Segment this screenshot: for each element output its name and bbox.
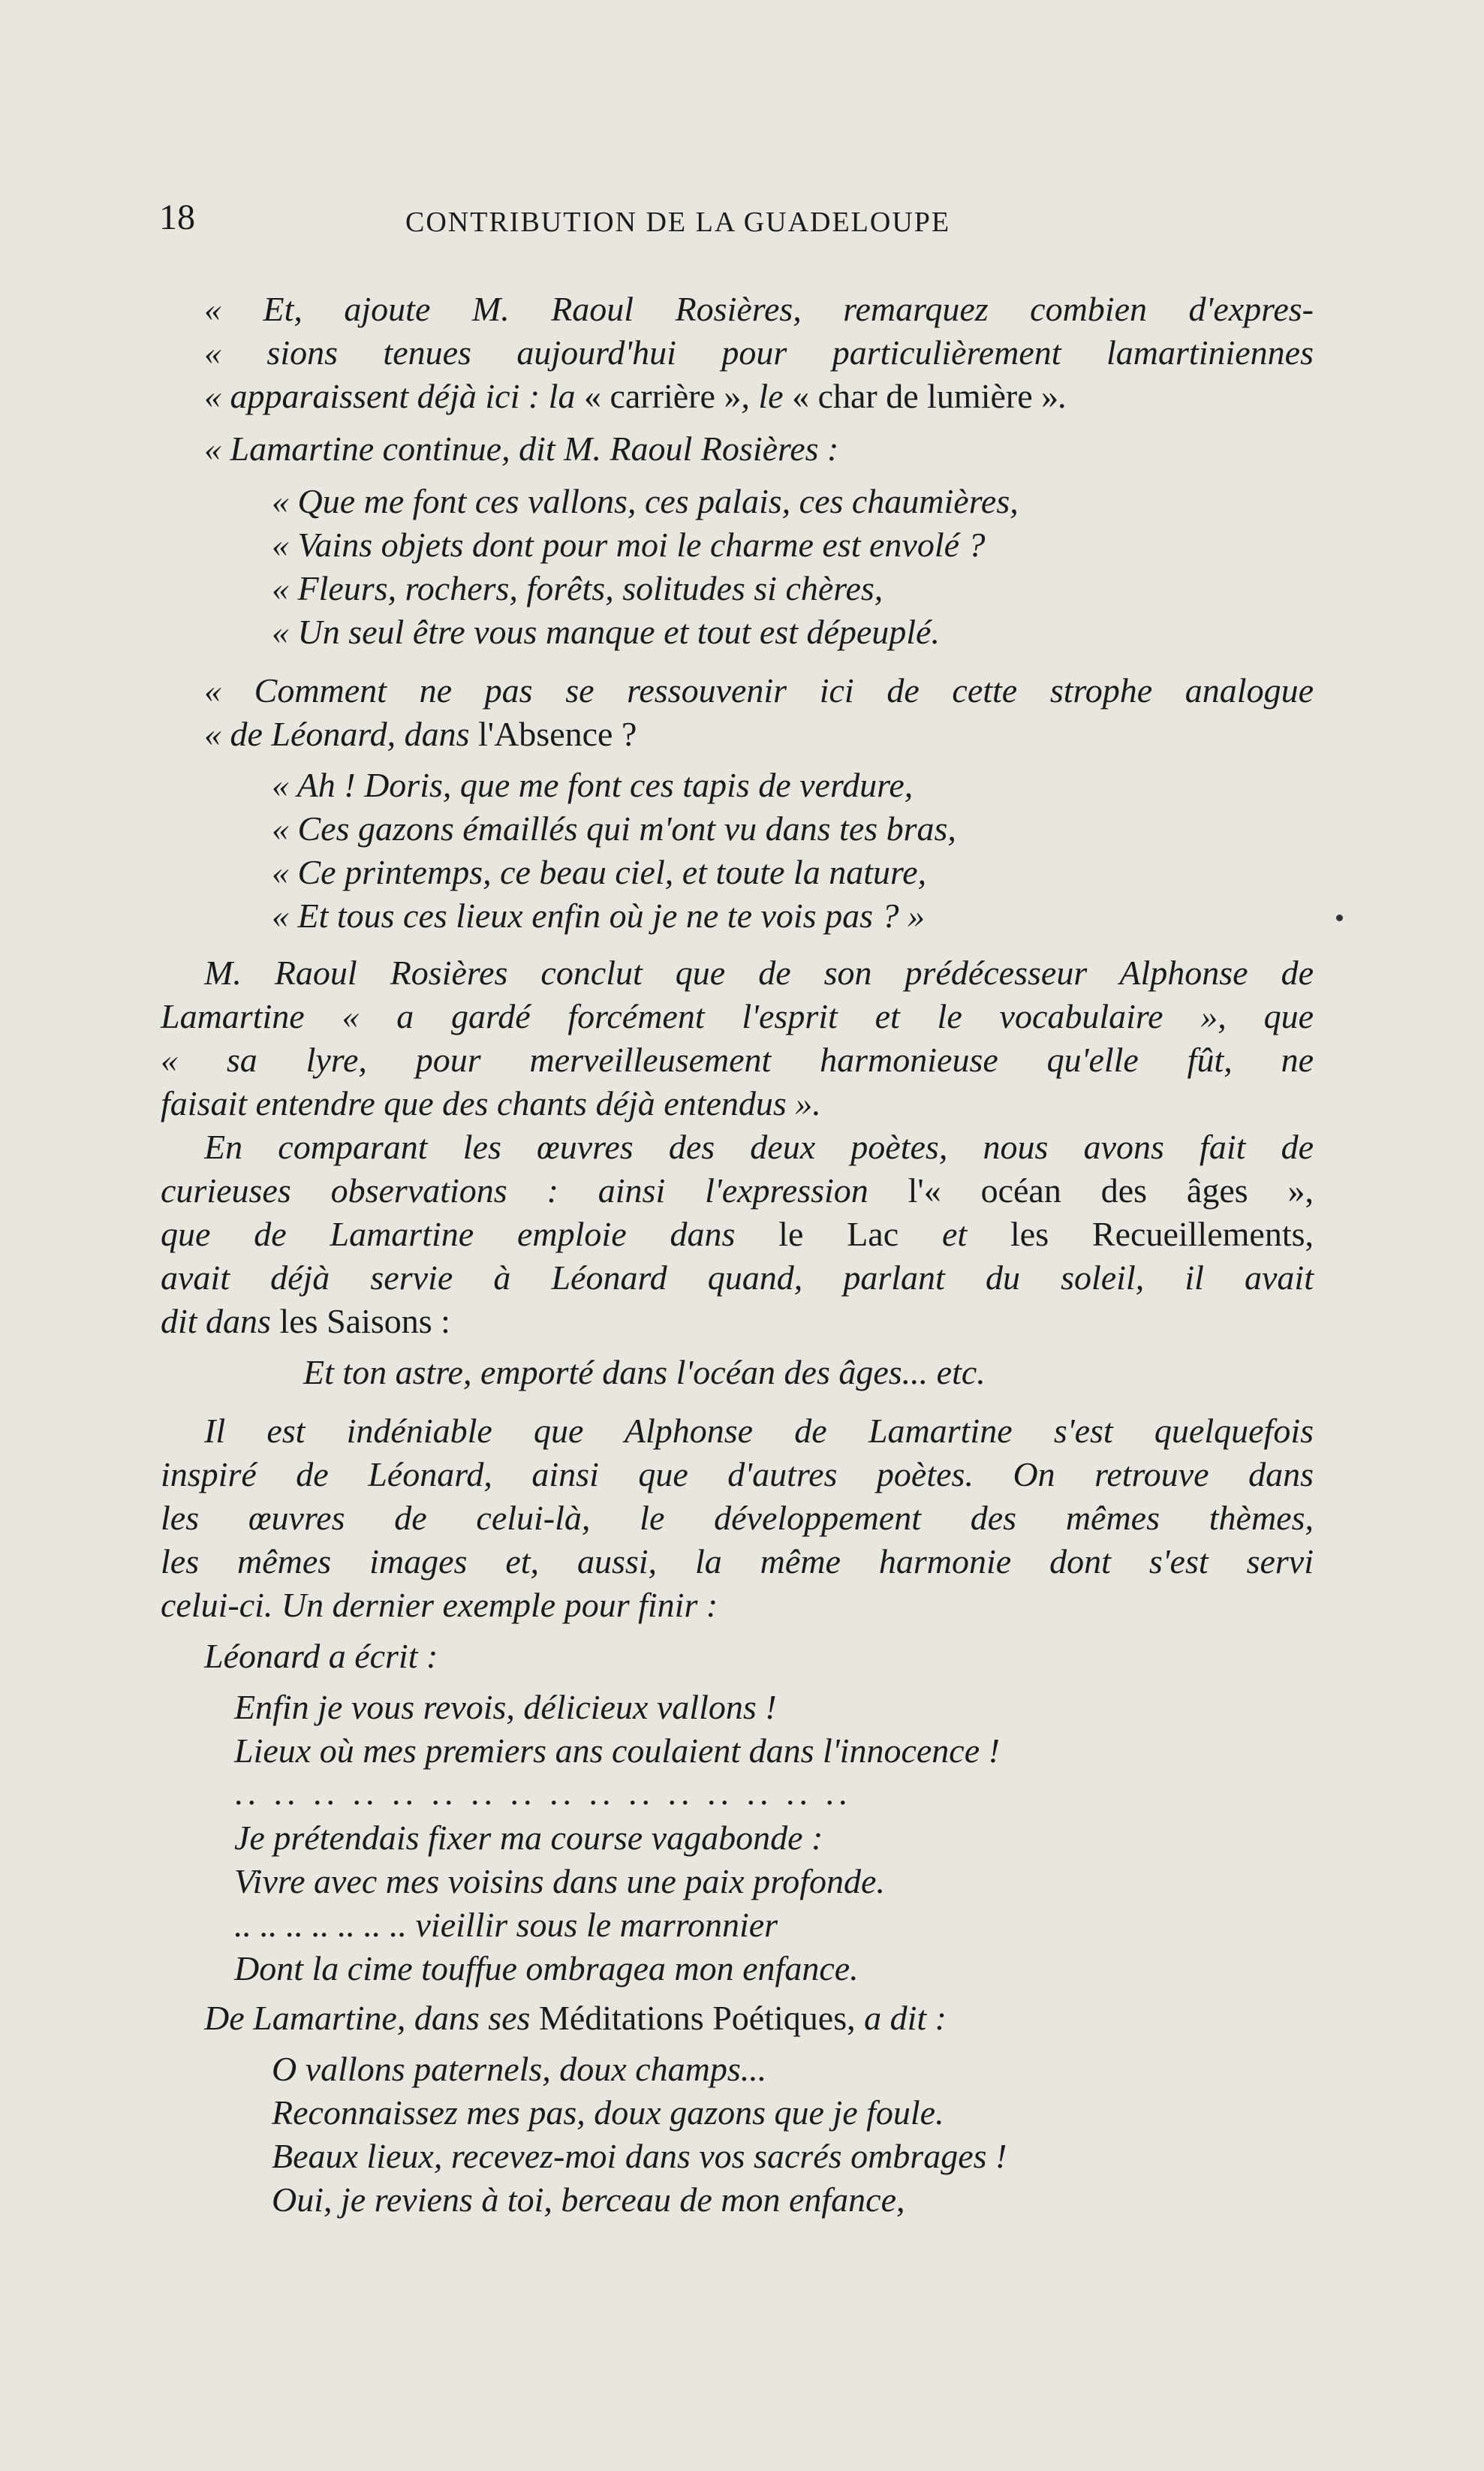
text-line: De Lamartine, dans ses Méditations Poétiques, a dit : — [204, 1999, 947, 2037]
text-line: que de Lamartine emploie dans le Lac et les Recueillements, — [161, 1215, 1314, 1253]
page-number: 18 — [159, 197, 195, 237]
text-line: « Et, ajoute M. Raoul Rosières, remarquez combien d'expres- — [204, 290, 1314, 328]
running-title: CONTRIBUTION DE LA GUADELOUPE — [405, 206, 951, 238]
verse-line: .. .. .. .. .. .. .. vieillir sous le marronnier — [234, 1906, 778, 1944]
text-line: Lamartine « a gardé forcément l'esprit et le vocabulaire », que — [161, 997, 1314, 1035]
text-line: les œuvres de celui-là, le développement des mêmes thèmes, — [161, 1499, 1314, 1537]
text-line: « de Léonard, dans l'Absence ? — [204, 715, 637, 753]
text-line: « Lamartine continue, dit M. Raoul Rosières : — [204, 429, 839, 468]
text-line: celui-ci. Un dernier exemple pour finir : — [161, 1586, 718, 1624]
text-line: « apparaissent déjà ici : la « carrière », le « char de lumière ». — [204, 377, 1067, 415]
text-line: Léonard a écrit : — [204, 1637, 438, 1675]
text-line: faisait entendre que des chants déjà entendus ». — [161, 1084, 821, 1122]
verse-line: « Ah ! Doris, que me font ces tapis de verdure, — [272, 766, 914, 804]
verse-line: Oui, je reviens à toi, berceau de mon enfance, — [272, 2180, 905, 2219]
text-line: M. Raoul Rosières conclut que de son prédécesseur Alphonse de — [204, 954, 1314, 992]
text-line: dit dans les Saisons : — [161, 1302, 450, 1340]
text-line: les mêmes images et, aussi, la même harmonie dont s'est servi — [161, 1542, 1314, 1581]
verse-line: Enfin je vous revois, délicieux vallons ! — [234, 1688, 777, 1726]
verse-line: « Fleurs, rochers, forêts, solitudes si chères, — [272, 569, 883, 607]
verse-line: O vallons paternels, doux champs... — [272, 2050, 767, 2088]
text-line: inspiré de Léonard, ainsi que d'autres poètes. On retrouve dans — [161, 1455, 1314, 1493]
verse-line: « Que me font ces vallons, ces palais, ces chaumières, — [272, 482, 1019, 520]
text-line: « sions tenues aujourd'hui pour particulièrement lamartiniennes — [204, 333, 1314, 372]
verse-line: Je prétendais fixer ma course vagabonde : — [234, 1819, 823, 1857]
text-line: « sa lyre, pour merveilleusement harmonieuse qu'elle fût, ne — [161, 1041, 1314, 1079]
text-line: « Comment ne pas se ressouvenir ici de cette strophe analogue — [204, 671, 1314, 710]
text-line: Il est indéniable que Alphonse de Lamartine s'est quelquefois — [204, 1412, 1314, 1450]
verse-line: Reconnaissez mes pas, doux gazons que je foule. — [272, 2093, 944, 2132]
verse-line: Vivre avec mes voisins dans une paix profonde. — [234, 1862, 885, 1900]
text-line: curieuses observations : ainsi l'expression l'« océan des âges », — [161, 1171, 1314, 1210]
verse-line: Dont la cime touffue ombragea mon enfance. — [234, 1949, 859, 1987]
text-line: En comparant les œuvres des deux poètes, nous avons fait de — [204, 1128, 1314, 1166]
verse-line: « Vains objets dont pour moi le charme est envolé ? — [272, 526, 986, 564]
verse-line: Et ton astre, emporté dans l'océan des âges... etc. — [303, 1353, 986, 1391]
verse-line: Beaux lieux, recevez-moi dans vos sacrés ombrages ! — [272, 2137, 1007, 2175]
ink-speck — [1336, 915, 1343, 921]
verse-line: « Un seul être vous manque et tout est dépeuplé. — [272, 613, 940, 651]
ellipsis-line: .. .. .. .. .. .. .. .. .. .. .. .. .. .. .. .. — [234, 1773, 852, 1812]
verse-line: « Ce printemps, ce beau ciel, et toute la nature, — [272, 853, 927, 891]
verse-line: « Ces gazons émaillés qui m'ont vu dans tes bras, — [272, 809, 956, 848]
text-line: avait déjà servie à Léonard quand, parlant du soleil, il avait — [161, 1258, 1314, 1297]
verse-line: Lieux où mes premiers ans coulaient dans l'innocence ! — [234, 1731, 1000, 1770]
verse-line: « Et tous ces lieux enfin où je ne te vois pas ? » — [272, 896, 925, 935]
